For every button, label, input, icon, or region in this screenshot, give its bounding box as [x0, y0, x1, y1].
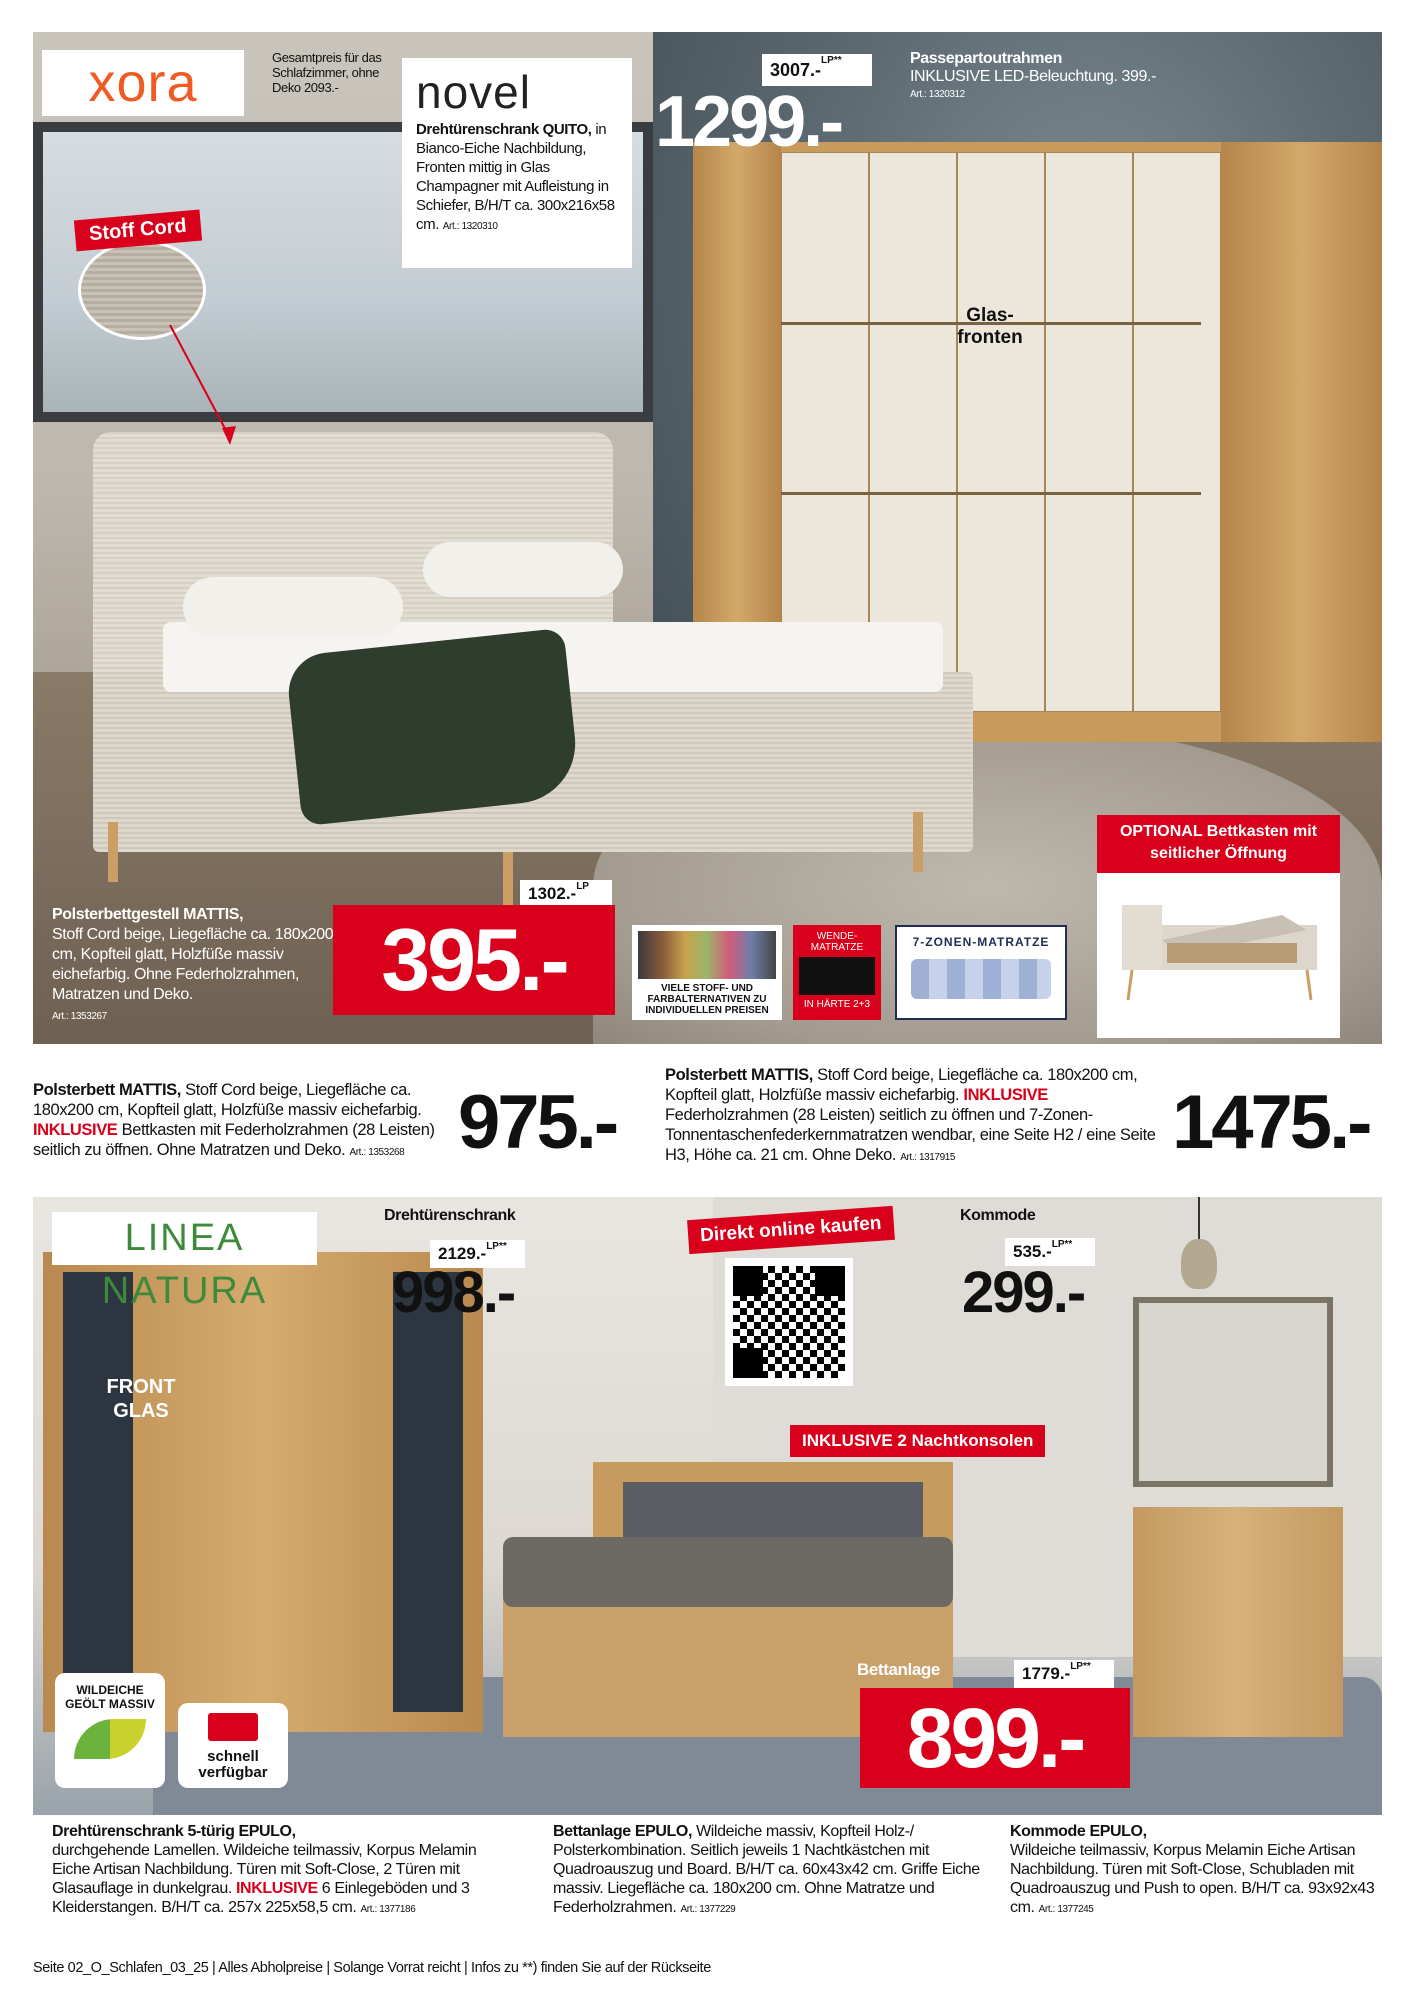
buy-online-label[interactable]: Direkt online kaufen: [687, 1206, 894, 1254]
leaf-icon: [74, 1719, 146, 1759]
pillow: [183, 577, 403, 637]
wardrobe-label: Drehtürenschrank: [384, 1207, 516, 1224]
truck-icon: [208, 1713, 258, 1741]
fabric-swatches: [638, 931, 776, 979]
xora-logo: xora: [42, 50, 244, 116]
bed-mattis-storage-description: Polsterbett MATTIS, Stoff Cord beige, Liegefläche ca. 180x200 cm, Kopfteil glatt, Holzfüße massiv eichefarbig. INKLUSIVE Bettkasten mit Federholzrahmen (28 Leisten) seitlich zu öffnen. Ohne Matratzen und Deko. Art.: 1353268: [33, 1081, 435, 1159]
optional-storage-label: OPTIONAL Bettkasten mit seitlicher Öffnung: [1097, 815, 1340, 873]
fabric-alternatives-badge: VIELE STOFF- UND FARBALTERNATIVEN ZU INDIVIDUELLEN PREISEN: [632, 925, 782, 1020]
nightstands-included-label: INKLUSIVE 2 Nachtkonsolen: [790, 1425, 1045, 1457]
bed-leg: [913, 812, 923, 872]
article-number: Art.: 1320312: [910, 89, 965, 100]
bed-frame-title: Polsterbettgestell MATTIS,: [52, 906, 244, 923]
article-number: Art.: 1320310: [442, 221, 498, 232]
article-number: Art.: 1377245: [1038, 1904, 1094, 1915]
list-price-tag: 1779.-$^{LP**}$: [1014, 1660, 1114, 1688]
bed-frame-description: [52, 905, 342, 1027]
arrow-icon: [160, 320, 240, 450]
wild-oak-badge: WILDEICHE GEÖLT MASSIV: [55, 1673, 165, 1788]
bed-set-epulo-description: Bettanlage EPULO, Wildeiche massiv, Kopfteil Holz-/ Polsterkombination. Seitlich jeweils 1 Nachtkästchen mit Quadroauszug und Board. B/H/T ca. 60x43x42 cm. Griffe Eiche massiv. Liegefläche ca. 180x200 cm. Ohne Matratze und Federholzrahmen. Art.: 1377229: [553, 1823, 980, 1916]
wardrobe-price: 998.-: [392, 1260, 515, 1325]
wardrobe-title: Drehtürenschrank QUITO,: [416, 121, 592, 138]
dresser-label: Kommode: [960, 1207, 1036, 1224]
linea-natura-logo: LINEA NATURA: [52, 1212, 317, 1265]
bed-mattis-complete-price: 1475.-: [1172, 1080, 1370, 1165]
optional-storage-box: [1097, 815, 1340, 1038]
bed-mattis-complete-description: Polsterbett MATTIS, Stoff Cord beige, Liegefläche ca. 180x200 cm, Kopfteil glatt, Holzfüße massiv eichefarbig. INKLUSIVE Federholzrahmen (28 Leisten) seitlich zu öffnen und 7-Zonen-Tonnentaschenfederkernmatratzen wendbar, eine Seite H2 / eine Seite H3, Höhe ca. 21 cm. Ohne Deko. Art.: 1317915: [665, 1066, 1156, 1164]
mattress-zones-icon: [911, 959, 1051, 999]
bed-frame-text: Stoff Cord beige, Liegefläche ca. 180x200 cm, Kopfteil glatt, Holzfüße massiv eichefarbig. Ohne Federholzrahmen, Matratzen und Deko.: [52, 926, 334, 1003]
dresser-epulo-image: [1133, 1507, 1343, 1737]
bed-mattis-storage-price: 975.-: [458, 1080, 617, 1165]
dresser-epulo-description: Kommode EPULO, Wildeiche teilmassiv, Korpus Melamin Eiche Artisan Nachbildung. Türen mit Soft-Close, Schubladen mit Quadroauszug und Push to open. B/H/T ca. 93x92x43 cm. Art.: 1377245: [1010, 1823, 1375, 1916]
seven-zone-mattress-badge: 7-ZONEN-MATRATZE: [895, 925, 1067, 1020]
passepartout-text: INKLUSIVE LED-Beleuchtung. 399.-: [910, 68, 1157, 85]
article-number: Art.: 1353267: [52, 1011, 107, 1022]
bed-mattress: [503, 1537, 953, 1607]
novel-logo: novel: [416, 66, 531, 118]
pendant-lamp-cord: [1198, 1197, 1200, 1242]
article-number: Art.: 1377186: [360, 1904, 416, 1915]
front-glass-label: FRONT GLAS: [106, 1376, 176, 1422]
stoff-cord-label: Stoff Cord: [74, 210, 202, 252]
bed-throw-blanket: [285, 628, 581, 826]
list-price-tag: 2129.-$^{LP**}$: [430, 1240, 525, 1268]
wardrobe-description: in Bianco-Eiche Nachbildung, Fronten mittig in Glas Champagner mit Aufleistung in Schiefer, B/H/T ca. 300x216x58 cm.: [416, 121, 615, 233]
reversible-mattress-badge: WENDE-MATRATZE IN HÄRTE 2+3: [793, 925, 881, 1020]
wardrobe-price: 1299.-: [655, 82, 842, 162]
mattress-icon: [799, 957, 875, 995]
bed-cushion: [623, 1482, 923, 1542]
wardrobe-epulo-description: Drehtürenschrank 5-türig EPULO, durchgehende Lamellen. Wildeiche teilmassiv, Korpus Melamin Eiche Artisan Nachbildung. Türen mit Soft-Close, 2 Türen mit Glasauflage in dunkelgrau. INKLUSIVE 6 Einlegeböden und 3 Kleiderstangen. B/H/T ca. 257x 225x58,5 cm. Art.: 1377186: [52, 1823, 477, 1916]
article-number: Art.: 1377229: [680, 1904, 736, 1915]
wardrobe-info-box: [402, 58, 632, 268]
bed-leg: [503, 852, 513, 912]
passepartout-title: Passepartoutrahmen: [910, 50, 1062, 67]
bed-set-label: Bettanlage: [857, 1660, 940, 1679]
quick-availability-badge: schnell verfügbar: [178, 1703, 288, 1788]
pillow: [423, 542, 623, 597]
dresser-price: 299.-: [962, 1260, 1085, 1325]
page-footer: Seite 02_O_Schlafen_03_25 | Alles Abholpreise | Solange Vorrat reicht | Infos zu **) finden Sie auf der Rückseite: [33, 1960, 711, 1976]
bed-set-price: 899.-: [860, 1688, 1130, 1788]
list-price-tag: 1302.-$^{LP}$: [520, 880, 612, 908]
pendant-lamp: [1181, 1239, 1217, 1289]
total-price-note: Gesamtpreis für das Schlafzimmer, ohne Deko 2093.-: [272, 50, 382, 95]
glass-fronts-label: Glas-fronten: [957, 305, 1023, 348]
article-number: Art.: 1317915: [900, 1152, 956, 1163]
list-price-tag: 3007.-$^{LP**}$: [762, 54, 872, 86]
article-number: Art.: 1353268: [349, 1147, 405, 1158]
wall-picture: [1133, 1297, 1333, 1487]
bed-storage-image: [1112, 895, 1327, 1005]
bed-leg: [108, 822, 118, 882]
bed-frame-price: 395.-: [333, 905, 615, 1015]
passepartout-info: [910, 50, 1156, 104]
list-price-tag: 535.-$^{LP**}$: [1005, 1238, 1095, 1266]
qr-code[interactable]: [725, 1258, 853, 1386]
